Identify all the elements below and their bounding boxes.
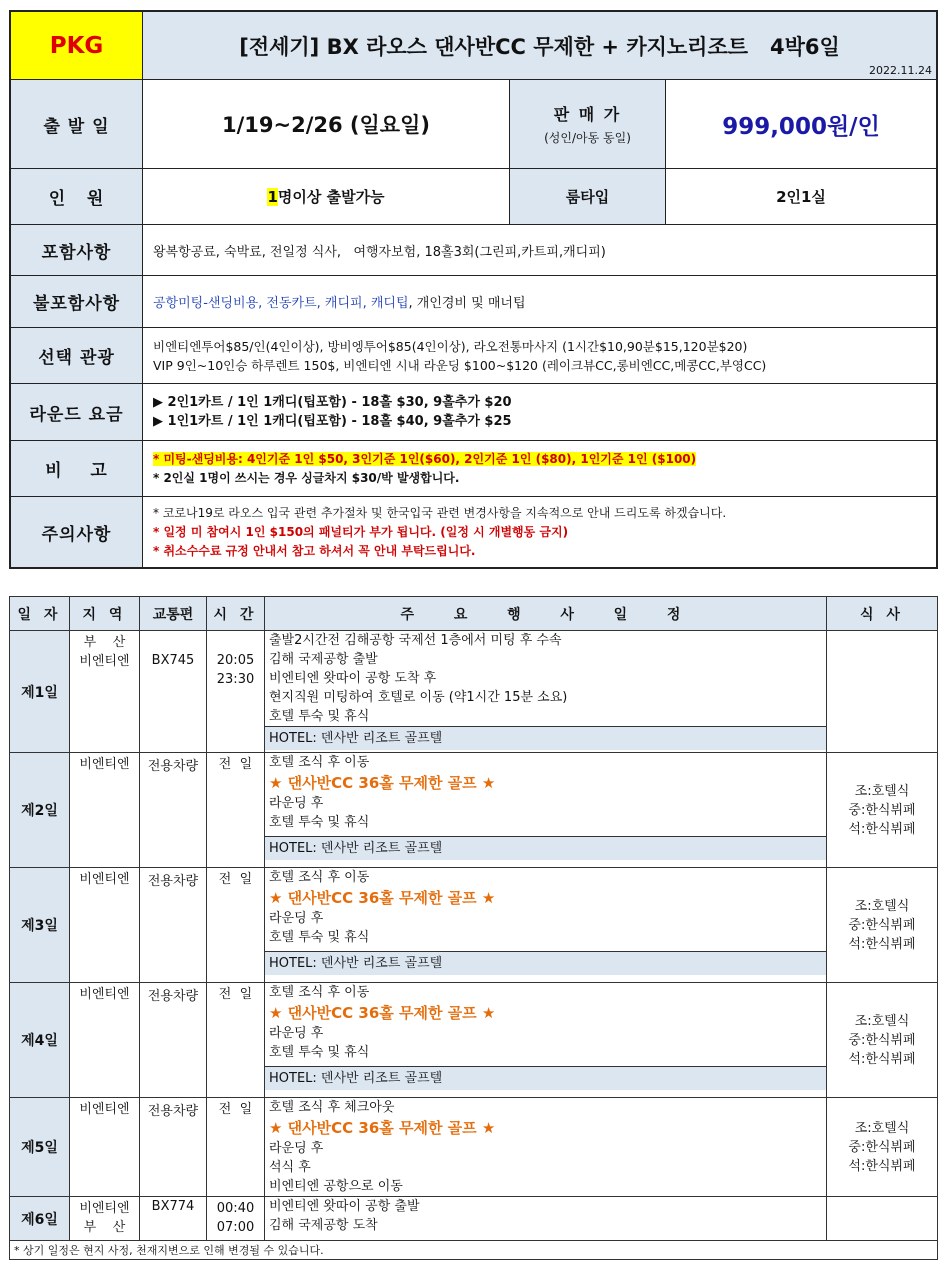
people-label: 인 원 bbox=[11, 169, 143, 224]
col-header-day: 일 자 bbox=[10, 597, 70, 631]
schedule-line: 호텔 투숙 및 휴식 bbox=[269, 815, 370, 830]
package-title-cell bbox=[143, 12, 936, 79]
notice-label: 주의사항 bbox=[11, 497, 143, 567]
day-transport: 전용차량 bbox=[140, 753, 207, 868]
time-line: 00:40 bbox=[216, 1201, 255, 1216]
itinerary-day-row bbox=[10, 983, 938, 1098]
day-meals bbox=[827, 631, 938, 753]
day-schedule bbox=[265, 1197, 827, 1241]
region-line: 비엔티엔 bbox=[79, 757, 130, 772]
round-fee-label: 라운드 요금 bbox=[11, 384, 143, 440]
itinerary-day-row bbox=[10, 1098, 938, 1197]
day-schedule bbox=[265, 1098, 827, 1197]
hotel-line: HOTEL: 덴사반 리조트 골프텔 bbox=[265, 951, 826, 975]
meal-line: 석:한식뷔페 bbox=[848, 1051, 916, 1067]
itinerary-footnote: * 상기 일정은 현지 사정, 천재지변으로 인해 변경될 수 있습니다. bbox=[10, 1241, 938, 1260]
includes-row bbox=[9, 225, 938, 276]
meal-line: 조:호텔식 bbox=[854, 1013, 910, 1029]
itinerary-day-row bbox=[10, 1197, 938, 1241]
meal-line: 조:호텔식 bbox=[854, 1120, 910, 1136]
day-label: 제4일 bbox=[10, 983, 70, 1098]
day-region bbox=[70, 1098, 140, 1197]
people-value bbox=[143, 169, 510, 224]
meal-line: 조:호텔식 bbox=[854, 898, 910, 914]
notice-penalty: * 일정 미 참여시 1인 $150의 패널티가 부가 됩니다. (일정 시 개별행동 금지) bbox=[153, 524, 569, 539]
time-line: 전 일 bbox=[218, 872, 253, 887]
region-line: 비엔티엔 bbox=[79, 654, 130, 669]
golf-highlight: ★ 댄사반CC 36홀 무제한 골프 ★ bbox=[269, 889, 496, 907]
round-fee-value bbox=[143, 384, 936, 440]
notice-cancellation: * 취소수수료 규정 안내서 참고 하셔서 꼭 안내 부탁드립니다. bbox=[153, 543, 476, 558]
day-meals bbox=[827, 1197, 938, 1241]
price-label: 판 매 가 bbox=[553, 105, 622, 124]
excludes-blue-items: 공항미팅-샌딩비용, 전동카트, 캐디피, 캐디팁 bbox=[153, 296, 409, 311]
remarks-single-charge: * 2인실 1명이 쓰시는 경우 싱글차지 $30/박 발생합니다. bbox=[153, 470, 460, 485]
includes-label: 포함사항 bbox=[11, 225, 143, 275]
schedule-line: 비엔티엔 왓따이 공항 출발 bbox=[269, 1199, 420, 1214]
day-transport: BX745 bbox=[140, 631, 207, 753]
round-fee-row bbox=[9, 384, 938, 441]
golf-highlight: ★ 댄사반CC 36홀 무제한 골프 ★ bbox=[269, 774, 496, 792]
remarks-label: 비 고 bbox=[11, 441, 143, 496]
region-line: 비엔티엔 bbox=[79, 872, 130, 887]
room-type-value: 2인1실 bbox=[776, 188, 826, 206]
package-summary-table bbox=[9, 10, 938, 569]
region-line: 비엔티엔 bbox=[79, 1201, 130, 1216]
excludes-row bbox=[9, 276, 938, 328]
excludes-value bbox=[143, 276, 936, 327]
day-transport: 전용차량 bbox=[140, 983, 207, 1098]
day-transport: 전용차량 bbox=[140, 1098, 207, 1197]
schedule-line: 석식 후 bbox=[269, 1160, 311, 1175]
golf-highlight: ★ 댄사반CC 36홀 무제한 골프 ★ bbox=[269, 1119, 496, 1137]
departure-date: 1/19~2/26 (일요일) bbox=[143, 80, 510, 168]
meal-line: 석:한식뷔페 bbox=[848, 1158, 916, 1174]
schedule-line: 호텔 조식 후 이동 bbox=[269, 870, 370, 885]
schedule-line: 호텔 투숙 및 휴식 bbox=[269, 930, 370, 945]
hotel-line: HOTEL: 덴사반 리조트 골프텔 bbox=[265, 836, 826, 860]
col-header-transport: 교통편 bbox=[140, 597, 207, 631]
col-header-region: 지 역 bbox=[70, 597, 140, 631]
options-label: 선택 관광 bbox=[11, 328, 143, 383]
schedule-line: 비엔티엔 왓따이 공항 도착 후 bbox=[269, 671, 437, 686]
day-transport: BX774 bbox=[140, 1197, 207, 1241]
title-row bbox=[9, 10, 938, 80]
round-fee-line: ▶ 1인1카트 / 1인 1캐디(팁포함) - 18홀 $40, 9홀추가 $25 bbox=[153, 414, 512, 429]
meal-line: 조:호텔식 bbox=[854, 783, 910, 799]
schedule-line: 호텔 조식 후 이동 bbox=[269, 755, 370, 770]
schedule-line: 김해 국제공항 도착 bbox=[269, 1218, 378, 1233]
notice-covid: * 코로나19로 라오스 입국 관련 추가절차 및 한국입국 관련 변경사항을 지속적으로 안내 드리도록 하겠습니다. bbox=[153, 505, 727, 520]
price-label-cell bbox=[510, 80, 666, 168]
schedule-line: 라운딩 후 bbox=[269, 1026, 324, 1041]
day-meals bbox=[827, 868, 938, 983]
remarks-value bbox=[143, 441, 936, 496]
meal-line: 중:한식뷔페 bbox=[848, 1032, 916, 1048]
region-line: 부 산 bbox=[83, 635, 126, 650]
region-line: 부 산 bbox=[83, 1220, 126, 1235]
schedule-line: 라운딩 후 bbox=[269, 1141, 324, 1156]
time-line: 전 일 bbox=[218, 987, 253, 1002]
time-line: 23:30 bbox=[216, 672, 255, 687]
schedule-line: 호텔 투숙 및 휴식 bbox=[269, 1045, 370, 1060]
day-region bbox=[70, 868, 140, 983]
excludes-label: 불포함사항 bbox=[11, 276, 143, 327]
col-header-time: 시 간 bbox=[207, 597, 265, 631]
day-region bbox=[70, 753, 140, 868]
day-label: 제2일 bbox=[10, 753, 70, 868]
day-region bbox=[70, 1197, 140, 1241]
options-line: VIP 9인~10인승 하루렌트 150$, 비엔티엔 시내 라운딩 $100~$120 (레이크뷰CC,롱비엔CC,메콩CC,부영CC) bbox=[153, 357, 767, 373]
package-title: [전세기] BX 라오스 댄사반CC 무제한 + 카지노리조트 4박6일 bbox=[239, 34, 840, 59]
options-value bbox=[143, 328, 936, 383]
hotel-line: HOTEL: 덴사반 리조트 골프텔 bbox=[265, 1066, 826, 1090]
meal-line: 석:한식뷔페 bbox=[848, 936, 916, 952]
document-date: 2022.11.24 bbox=[869, 64, 932, 77]
round-fee-line: ▶ 2인1카트 / 1인 1캐디(팁포함) - 18홀 $30, 9홀추가 $20 bbox=[153, 395, 512, 410]
day-time bbox=[207, 983, 265, 1098]
pkg-badge: PKG bbox=[11, 12, 143, 79]
people-min-count: 1 bbox=[267, 187, 278, 206]
day-time bbox=[207, 631, 265, 753]
day-region bbox=[70, 631, 140, 753]
day-time bbox=[207, 868, 265, 983]
schedule-line: 김해 국제공항 출발 bbox=[269, 652, 378, 667]
day-schedule bbox=[265, 753, 827, 868]
schedule-line: 현지직원 미팅하여 호텔로 이동 (약1시간 15분 소요) bbox=[269, 690, 568, 705]
room-type-label: 룸타입 bbox=[510, 169, 666, 224]
day-schedule bbox=[265, 868, 827, 983]
options-row bbox=[9, 328, 938, 384]
region-line: 비엔티엔 bbox=[79, 1102, 130, 1117]
time-line: 전 일 bbox=[218, 757, 253, 772]
col-header-meals: 식 사 bbox=[827, 597, 938, 631]
includes-value: 왕복항공료, 숙박료, 전일정 식사, 여행자보험, 18홀3회(그린피,카트피,캐디피) bbox=[153, 244, 606, 260]
meal-line: 중:한식뷔페 bbox=[848, 802, 916, 818]
meal-line: 중:한식뷔페 bbox=[848, 1139, 916, 1155]
notice-value bbox=[143, 497, 936, 567]
day-time bbox=[207, 1197, 265, 1241]
schedule-line: 라운딩 후 bbox=[269, 911, 324, 926]
price-sublabel: (성인/아동 동일) bbox=[544, 131, 631, 145]
itinerary-table bbox=[9, 596, 938, 1260]
itinerary-footnote-row bbox=[10, 1241, 938, 1260]
time-line: 전 일 bbox=[218, 1102, 253, 1117]
options-line: 비엔티엔투어$85/인(4인이상), 방비엥투어$85(4인이상), 라오전통마사지 (1시간$10,90분$15,120분$20) bbox=[153, 338, 748, 354]
price-value: 999,000원/인 bbox=[722, 113, 880, 140]
hotel-line: HOTEL: 덴사반 리조트 골프텔 bbox=[265, 726, 826, 750]
itinerary-header-row bbox=[10, 597, 938, 631]
time-line: 20:05 bbox=[216, 653, 255, 668]
day-meals bbox=[827, 753, 938, 868]
day-schedule bbox=[265, 983, 827, 1098]
day-label: 제1일 bbox=[10, 631, 70, 753]
day-region bbox=[70, 983, 140, 1098]
col-header-schedule: 주 요 행 사 일 정 bbox=[265, 597, 827, 631]
meal-line: 중:한식뷔페 bbox=[848, 917, 916, 933]
departure-row bbox=[9, 80, 938, 169]
golf-highlight: ★ 댄사반CC 36홀 무제한 골프 ★ bbox=[269, 1004, 496, 1022]
day-time bbox=[207, 1098, 265, 1197]
day-meals bbox=[827, 983, 938, 1098]
time-line: 07:00 bbox=[216, 1220, 255, 1235]
departure-label: 출 발 일 bbox=[11, 80, 143, 168]
schedule-line: 라운딩 후 bbox=[269, 796, 324, 811]
day-label: 제3일 bbox=[10, 868, 70, 983]
day-time bbox=[207, 753, 265, 868]
itinerary-day-row bbox=[10, 868, 938, 983]
people-row bbox=[9, 169, 938, 225]
schedule-line: 호텔 조식 후 체크아웃 bbox=[269, 1100, 395, 1115]
people-text: 명이상 출발가능 bbox=[277, 188, 385, 206]
day-meals bbox=[827, 1098, 938, 1197]
region-line: 비엔티엔 bbox=[79, 987, 130, 1002]
itinerary-day-row bbox=[10, 631, 938, 753]
day-label: 제6일 bbox=[10, 1197, 70, 1241]
itinerary-day-row bbox=[10, 753, 938, 868]
schedule-line: 호텔 조식 후 이동 bbox=[269, 985, 370, 1000]
schedule-line: 비엔티엔 공항으로 이동 bbox=[269, 1179, 403, 1194]
remarks-meeting-fee: * 미팅-샌딩비용: 4인기준 1인 $50, 3인기준 1인($60), 2인기준 1인 ($80), 1인기준 1인 ($100) bbox=[153, 451, 697, 466]
day-schedule bbox=[265, 631, 827, 753]
meal-line: 석:한식뷔페 bbox=[848, 821, 916, 837]
excludes-rest: , 개인경비 및 매너팁 bbox=[408, 296, 526, 311]
schedule-line: 출발2시간전 김해공항 국제선 1층에서 미팅 후 수속 bbox=[269, 633, 562, 648]
day-label: 제5일 bbox=[10, 1098, 70, 1197]
day-transport: 전용차량 bbox=[140, 868, 207, 983]
schedule-line: 호텔 투숙 및 휴식 bbox=[269, 709, 370, 724]
notice-row bbox=[9, 497, 938, 569]
remarks-row bbox=[9, 441, 938, 497]
